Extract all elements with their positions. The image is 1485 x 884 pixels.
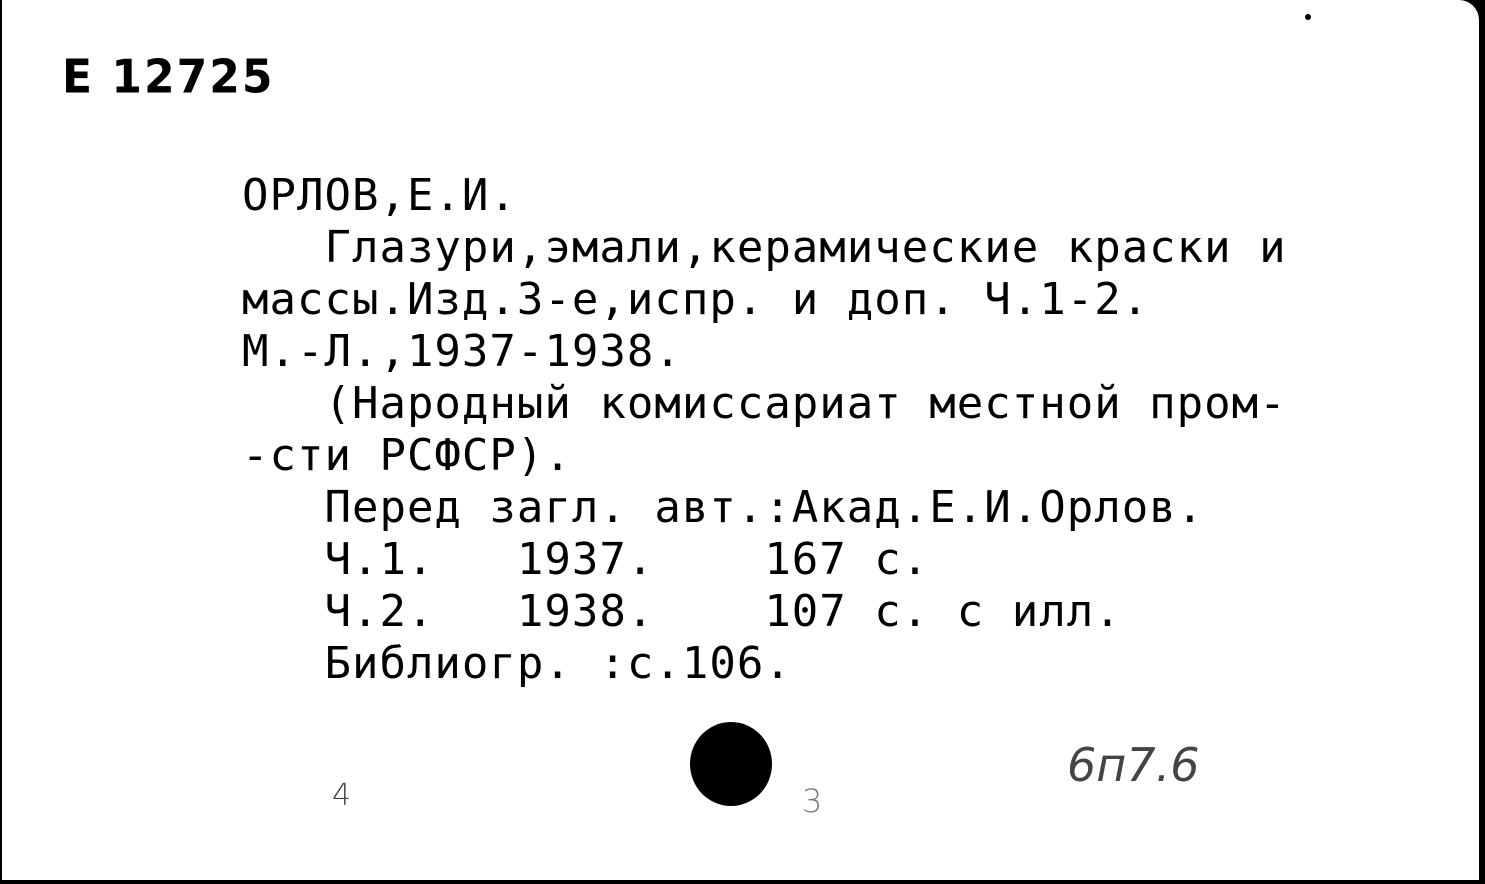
- punch-hole: [690, 722, 772, 806]
- handwritten-classification: 6п7.6: [1067, 738, 1200, 792]
- volume-2-line: Ч.2. 1938. 107 с. с илл.: [242, 586, 1122, 637]
- series-line-1: (Народный комиссариат местной пром-: [242, 378, 1287, 429]
- handwritten-mark-mid: 3: [802, 782, 823, 820]
- author-line: ОРЛОВ,Е.И.: [242, 170, 517, 221]
- bibliography-line: Библиогр. :с.106.: [242, 638, 792, 689]
- series-line-2: -сти РСФСР).: [242, 430, 572, 481]
- note-author-line: Перед загл. авт.:Акад.Е.И.Орлов.: [242, 482, 1205, 533]
- volume-1-line: Ч.1. 1937. 167 с.: [242, 534, 930, 585]
- title-line-2: массы.Изд.3-е,испр. и доп. Ч.1-2.: [242, 274, 1150, 325]
- ink-dot: [1305, 14, 1311, 20]
- catalog-card: [2, 0, 1479, 880]
- handwritten-mark-left: 4: [332, 778, 352, 813]
- title-line-1: Глазури,эмали,керамические краски и: [242, 222, 1287, 273]
- imprint-line: М.-Л.,1937-1938.: [242, 326, 682, 377]
- shelfmark: E 12725: [62, 50, 275, 105]
